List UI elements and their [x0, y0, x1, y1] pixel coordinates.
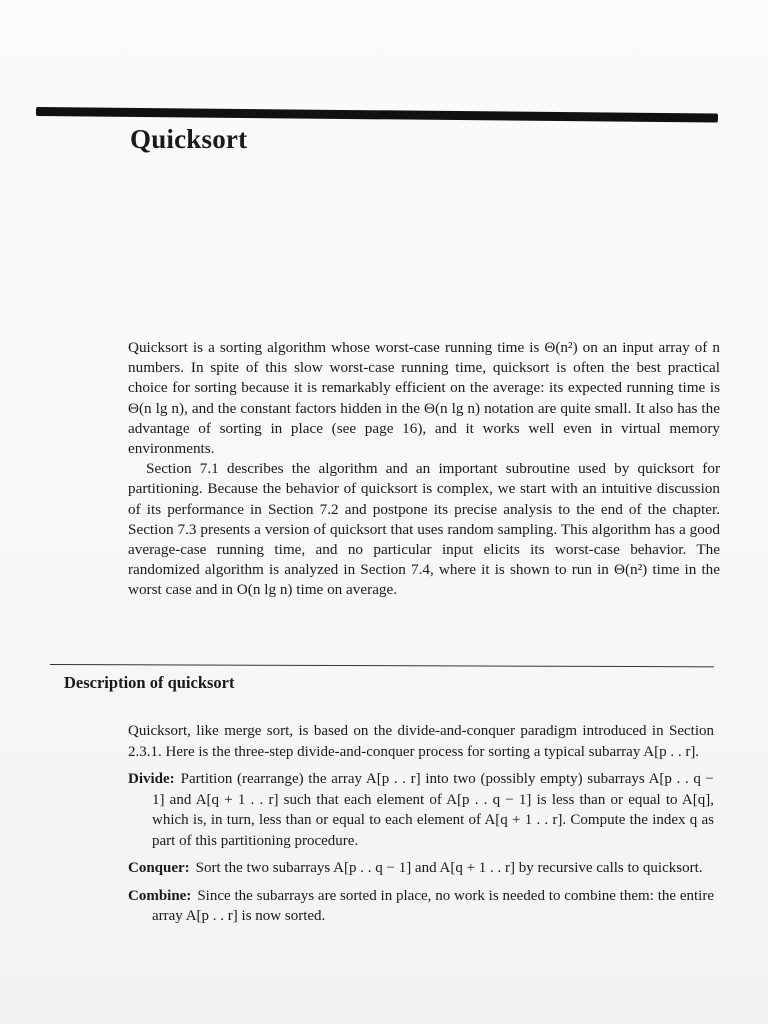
step-divide-text: Partition (rearrange) the array A[p . . r] into two (possibly empty) subarrays A[p . . q − 1] and A[q + 1 . . r] such that each element of A[p . . q − 1] is less than or equal to A[q], which is, in turn, less than or equal to each element of A[q + 1 . . r]. Compute the index q as part of this partitioning procedure.	[152, 771, 714, 849]
section-intro-text: Quicksort, like merge sort, is based on the divide-and-conquer paradigm introduced in Section 2.3.1. Here is the three-step divide-and-conquer process for sorting a typical subarray A[p . . r].	[128, 723, 714, 760]
chapter-intro	[128, 338, 720, 601]
chapter-header-rule	[36, 107, 718, 123]
step-divide-term: Divide:	[128, 771, 175, 787]
step-combine-term: Combine:	[128, 887, 192, 904]
section-body	[128, 721, 714, 934]
step-conquer-term: Conquer:	[128, 860, 190, 876]
section-divider	[50, 664, 714, 667]
step-conquer	[128, 858, 714, 879]
step-conquer-text: Sort the two subarrays A[p . . q − 1] and A[q + 1 . . r] by recursive calls to quicksort.	[195, 860, 703, 876]
step-combine	[128, 886, 714, 927]
chapter-title: Quicksort	[130, 124, 248, 154]
step-combine-text: Since the subarrays are sorted in place, no work is needed to combine them: the entire array A[p . . r] is now sorted.	[152, 887, 714, 924]
section-title: Description of quicksort	[64, 673, 235, 692]
intro-paragraph-1: Quicksort is a sorting algorithm whose worst-case running time is Θ(n²) on an input array of n numbers. In spite of this slow worst-case running time, quicksort is often the best practical choice for sorting because it is remarkably efficient on the average: its expected running time is Θ(n lg n), and the constant factors hidden in the Θ(n lg n) notation are quite small. It also has the advantage of sorting in place (see page 16), and it works well even in virtual memory environments.	[128, 339, 720, 458]
step-divide	[128, 769, 714, 851]
intro-paragraph-2: Section 7.1 describes the algorithm and an important subroutine used by quicksort for partitioning. Because the behavior of quicksort is complex, we start with an intuitive discussion of its performance in Section 7.2 and postpone its precise analysis to the end of the chapter. Section 7.3 presents a version of quicksort that uses random sampling. This algorithm has a good average-case running time, and no particular input elicits its worst-case behavior. The randomized algorithm is analyzed in Section 7.4, where it is shown to run in Θ(n²) time in the worst case and in O(n lg n) time on average.	[128, 460, 720, 599]
